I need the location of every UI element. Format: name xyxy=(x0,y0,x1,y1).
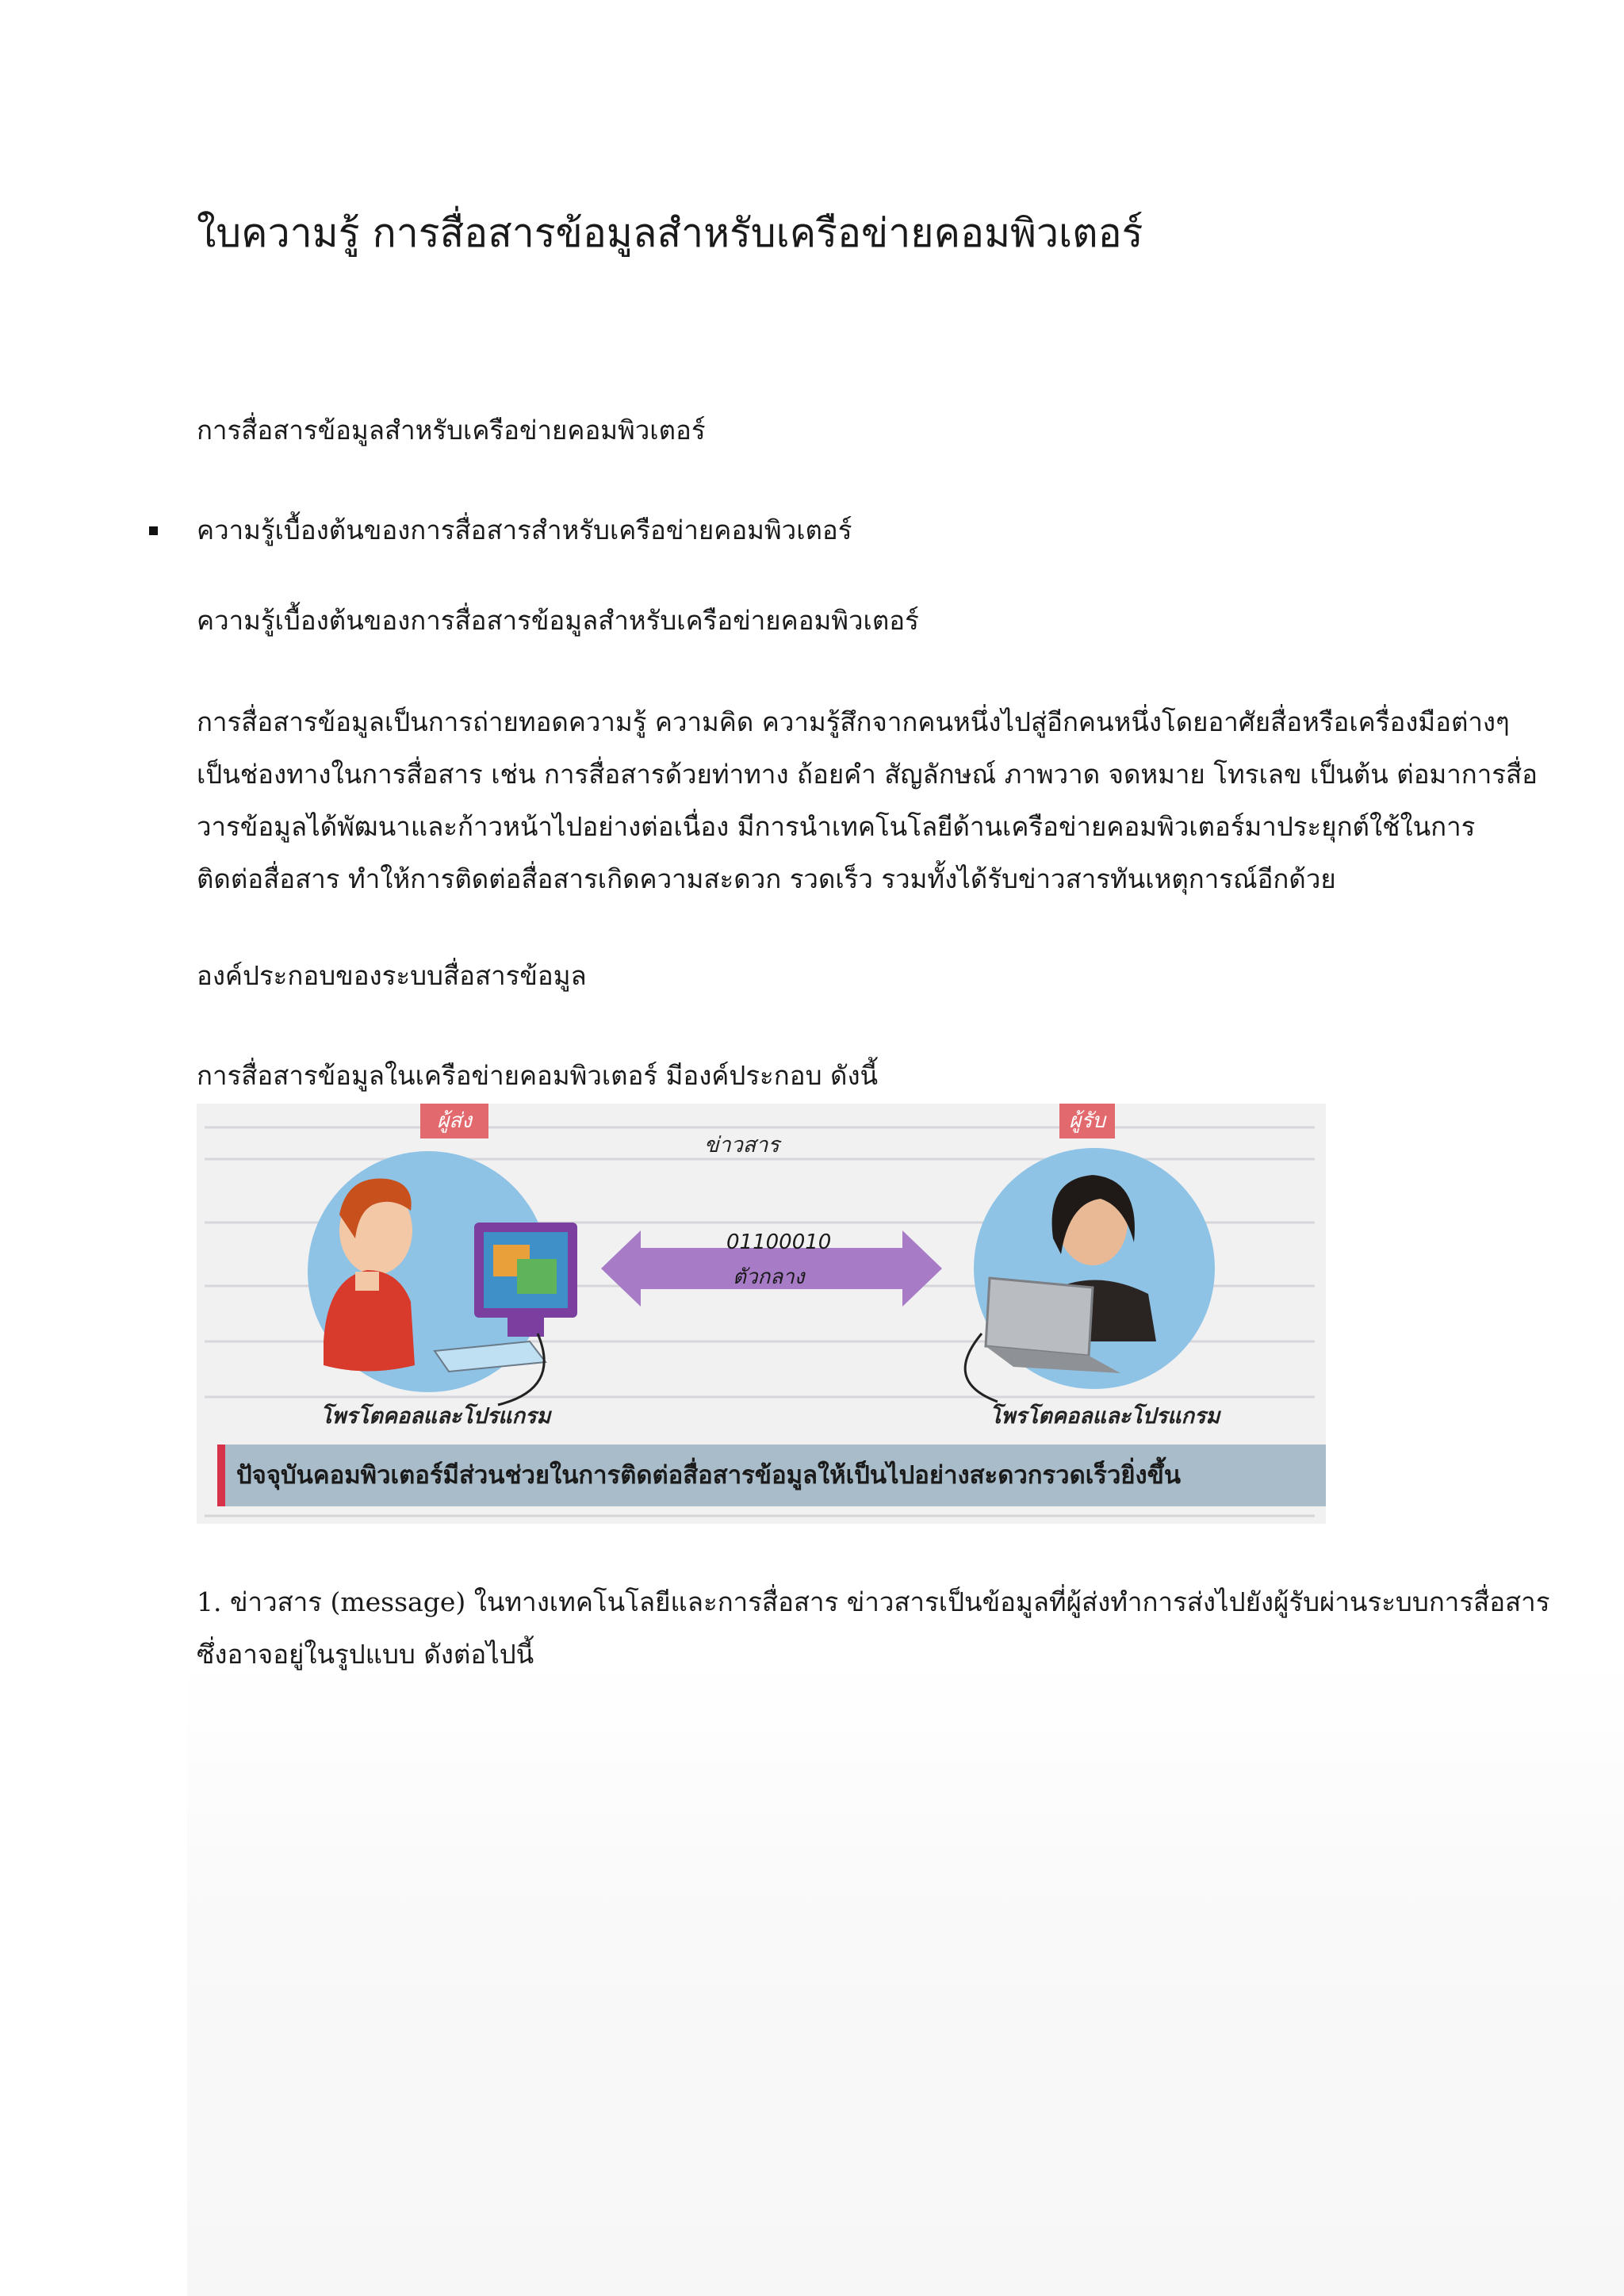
page-background-shade xyxy=(187,1662,1624,2296)
binary-code: 01100010 xyxy=(726,1230,832,1254)
components-intro: การสื่อสารข้อมูลในเครือข่ายคอมพิวเตอร์ มีองค์ประกอบ ดังนี้ xyxy=(197,1060,879,1091)
figure-caption: ปัจจุบันคอมพิวเตอร์มีส่วนช่วยในการติดต่อสื่อสารข้อมูลให้เป็นไปอย่างสะดวกรวดเร็วยิ่งขึ้น xyxy=(236,1461,1182,1490)
page-title: ใบความรู้ การสื่อสารข้อมูลสำหรับเครือข่ายคอมพิวเตอร์ xyxy=(197,210,1143,256)
protocol-label-left: โพรโตคอลและโปรแกรม xyxy=(320,1404,551,1429)
paragraph-line: การสื่อสารข้อมูลเป็นการถ่ายทอดความรู้ ความคิด ความรู้สึกจากคนหนึ่งไปสู่อีกคนหนึ่งโดยอาศัยสื่อหรือเครื่องมือต่างๆ xyxy=(197,706,1510,737)
paragraph-line: ติดต่อสื่อสาร ทำให้การติดต่อสื่อสารเกิดความสะดวก รวดเร็ว รวมทั้งได้รับข่าวสารทันเหตุการณ์อีกด้วย xyxy=(197,863,1336,894)
caption-accent xyxy=(217,1445,225,1506)
protocol-label-right: โพรโตคอลและโปรแกรม xyxy=(990,1404,1220,1429)
message-paragraph xyxy=(197,1576,1550,1681)
receiver-tag: ผู้รับ xyxy=(1059,1104,1115,1138)
components-heading: องค์ประกอบของระบบสื่อสารข้อมูล xyxy=(197,960,587,991)
subtitle: การสื่อสารข้อมูลสำหรับเครือข่ายคอมพิวเตอร์ xyxy=(197,415,706,446)
bullet-item: ความรู้เบื้องต้นของการสื่อสารสำหรับเครือข่ายคอมพิวเตอร์ xyxy=(197,515,852,545)
bullet-marker xyxy=(149,526,158,535)
section-heading: ความรู้เบื้องต้นของการสื่อสารข้อมูลสำหรับเครือข่ายคอมพิวเตอร์ xyxy=(197,605,919,636)
paragraph-line: วารข้อมูลได้พัฒนาและก้าวหน้าไปอย่างต่อเนื่อง มีการนำเทคโนโลยีด้านเครือข่ายคอมพิวเตอร์มาประยุกต์ใช้ในการ xyxy=(197,811,1476,842)
sender-tag: ผู้ส่ง xyxy=(420,1104,488,1138)
communication-figure xyxy=(197,1104,1326,1524)
medium-label: ตัวกลาง xyxy=(733,1265,805,1289)
paragraph-line: เป็นช่องทางในการสื่อสาร เช่น การสื่อสารด้วยท่าทาง ถ้อยคำ สัญลักษณ์ ภาพวาด จดหมาย โทรเลข เป็นต้น ต่อมาการสื่อ xyxy=(197,759,1538,790)
message-line: 1. ข่าวสาร (message) ในทางเทคโนโลยีและการสื่อสาร ข่าวสารเป็นข้อมูลที่ผู้ส่งทำการส่งไปยังผู้รับผ่านระบบการสื่อสาร xyxy=(197,1586,1550,1617)
message-label: ข่าวสาร xyxy=(704,1133,779,1158)
message-line: ซึ่งอาจอยู่ในรูปแบบ ดังต่อไปนี้ xyxy=(197,1639,534,1670)
intro-paragraph xyxy=(197,696,1538,905)
